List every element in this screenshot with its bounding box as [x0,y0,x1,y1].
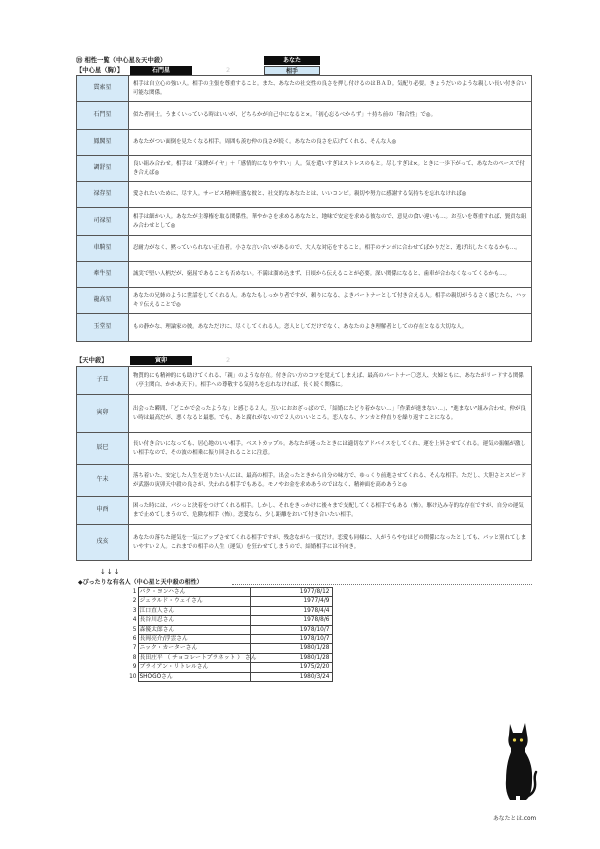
compatibility-description: あなたがつい面倒を見たくなる相手。周囲も羨む仲の良さが続く。あなたの良さを広げてくれる、そんな人◎ [129,130,532,156]
compatibility-description: 相手は細かい人。あなたが主導権を取る関係性。華やかさを求めるあなたと、地味で安定を求める彼なので、意見の食い違いも…。お互いを尊重すれば、賢貢な組み合わせとして◎ [129,208,532,236]
famous-person-row [126,672,332,681]
star-name-cell: 戌亥 [77,525,129,561]
page-number-2: 2 [226,356,231,364]
star-name-cell: 子丑 [77,367,129,395]
selected-tenchusatsu: 寅卯 [130,356,192,365]
star-name-cell: 貫索星 [77,76,129,102]
center-star-row [77,236,532,262]
center-star-row [77,156,532,182]
center-star-row [77,208,532,236]
famous-name: ニック・カーターさん [138,644,250,653]
down-arrows: ↓↓↓ [100,568,121,576]
star-name-cell: 調舒星 [77,156,129,182]
center-star-row [77,130,532,156]
brand-name: あなたとは.com [493,816,537,822]
star-name-cell: 鳳閣星 [77,130,129,156]
famous-number: 4 [132,617,137,624]
star-name-cell: 午未 [77,465,129,497]
compatibility-description: 誠実で堅い人柄だが、窮屈であることも否めない。不満は溜め込まず、日頃から伝えることが必要。深い関係になると、歯車が合わなくなってくるかも…。 [129,262,532,288]
tenchusatsu-row [77,395,532,433]
famous-person-row [126,606,332,615]
tenchusatsu-row [77,433,532,465]
compatibility-description: 落ち着いた、安定した人生を送りたい人には、最高の相手。出会ったときから自分の味方で、ゆっくり前進させてくれる、そんな相手。ただし、大胆さとスピードが武器の寅卯天中殺の良さが、失われる相手でもある。モノやお金を求めあうのではなく、精神面を高めあうと◎ [129,465,532,497]
famous-birthdate: 1980/1/28 [250,653,332,662]
famous-name: パク・ヨンハさん [138,588,250,597]
famous-person-row [126,635,332,644]
famous-name: SHOGOさん [138,672,250,681]
star-name-cell: 石門星 [77,102,129,130]
center-star-row [77,102,532,130]
famous-number: 5 [132,626,137,633]
famous-birthdate: 1977/4/9 [250,597,332,606]
tenchusatsu-row [77,367,532,395]
selected-center-star: 石門星 [130,66,192,75]
star-name-cell: 寅卯 [77,395,129,433]
famous-number: 8 [132,654,137,661]
compatibility-description: もの静かな、理論家の彼。あなただけに、尽くしてくれる人。恋人としてだけでなく、あなたのよき理解者としての存在となる大切な人。 [129,314,532,342]
center-star-section-label: 【中心星（胸）】 [76,67,124,74]
center-star-row [77,76,532,102]
famous-birthdate: 1978/10/7 [250,625,332,634]
famous-number: 6 [132,636,137,643]
star-name-cell: 司禄星 [77,208,129,236]
compatibility-description: 似た者同士。うまくいっている時はいいが、どちらかが自己中になると×。「初心忘るべからず」＋持ち前の「和合性」で◎。 [129,102,532,130]
star-name-cell: 申酉 [77,497,129,525]
star-name-cell: 玉堂星 [77,314,129,342]
famous-number: 9 [132,664,137,671]
compatibility-description: 困った時には、パシっと決着をつけてくれる相手。しかし、それをきっかけに後々まで支配してくる相手でもある（怖）。駆け込み寺的な存在ですが、自分の運気まで止めてしまうので、危険な相手（怖）。恋愛なら、少し距離をおいて付き合いたい相手。 [129,497,532,525]
famous-birthdate: 1978/4/4 [250,606,332,615]
star-name-cell: 辰巳 [77,433,129,465]
center-star-row [77,182,532,208]
compatibility-sheet [76,56,532,682]
compatibility-description: 出会った瞬間、「どこかで会ったような」と感じる２人。互いにおおざっぱので、「結婚にたどり着かない…」「作業が進まない…」、"進まない"組み合わせ。仲が良い時は最高だが、悪くなると最悪。でも、あと腐れがないので２人のいいところ。恋人なら、ケンカと仲直りを繰り返すことになる。 [129,395,532,433]
famous-name: 長岡亮介/浮雲さん [138,635,250,644]
tenchusatsu-row [77,497,532,525]
famous-person-row [126,663,332,672]
famous-number: 2 [132,598,137,605]
famous-birthdate: 1975/2/20 [250,663,332,672]
tenchusatsu-header [76,356,532,366]
tenchusatsu-section-label: 【天中殺】 [76,357,108,364]
famous-name: 森優太郎さん [138,625,250,634]
famous-title: ◆ぴったりな有名人（中心星と天中殺の相性） [78,579,203,586]
partner-label: 相手 [264,66,320,75]
famous-person-row [126,616,332,625]
famous-person-row [126,597,332,606]
famous-person-row [126,644,332,653]
famous-header [76,578,532,587]
tenchusatsu-row [77,465,532,497]
tenchusatsu-table [76,366,532,561]
famous-person-row [126,588,332,597]
compatibility-description: 長い付き合いになっても、居心地のいい相手。ベストカップル。あなたが迷ったときには適切なアドバイスをしてくれ、運を上昇させてくれる。運気の振幅が激しい相手なので、その波の相乗に振り回されることに注意。 [129,433,532,465]
famous-name: 江口直人さん [138,606,250,615]
famous-number: 10 [129,673,137,680]
center-star-header [76,65,532,75]
famous-name: 長田庄平 （ チョコレートプラネット ） さん [139,654,257,661]
center-star-table [76,75,532,342]
compatibility-description: 相手は自立心の強い人。相手の主張を尊重すること。また、あなたの社交性の良さを押し付けるのはＢＡＤ。気配り必要。きょうだいのような親しい長い付き合い可能な関係。 [129,76,532,102]
tenchusatsu-row [77,525,532,561]
black-cat-icon [498,718,538,804]
compatibility-description: 忍耐力がなく、黙っていられない正直者。小さな言い合いがあるので、大人な対応をすること。相手のテンポに合わせてばかりだと、逃げ出したくなるかも…。 [129,236,532,262]
center-star-row [77,262,532,288]
famous-name: ジェラルド・ウェイさん [138,597,250,606]
famous-table [126,587,333,682]
page-number: 2 [226,66,231,74]
famous-birthdate: 1980/3/24 [250,672,332,681]
famous-birthdate: 1980/1/28 [250,644,332,653]
dotted-divider [232,584,532,585]
title-row [76,56,532,65]
compatibility-description: 愛されたいために、尽す人。サービス精神旺盛な彼と、社交的なあなたとは、いいコンビ。親切や努力に感謝する気持ちを忘れなければ◎ [129,182,532,208]
famous-number: 3 [132,607,137,614]
star-name-cell: 龍高星 [77,288,129,314]
famous-birthdate: 1978/8/6 [250,616,332,625]
famous-birthdate: 1978/10/7 [250,635,332,644]
famous-person-row [126,625,332,634]
compatibility-description: あなたの兄姉のように世話をしてくれる人。あなたもしっかり者ですが、頼りになる、よきパートナーとして付き合える人。相手の親切がうるさく感じたら、ハッキリ伝えることで◎ [129,288,532,314]
compatibility-description: 物質的にも精神的にも助けてくれる、「親」のような存在。付き合い方のコツを覚えてしまえば、最高のパートナー〇恋人、夫婦ともに、あなたがリードする関係（亭主関白、かかあ天下）。相手への尊敬する気持ちを忘れなければ、長く続く関係に。 [129,367,532,395]
famous-name: ブライアン・リトレルさん [138,663,250,672]
center-star-row [77,314,532,342]
famous-name: 長谷川忍さん [138,616,250,625]
star-name-cell: 車騎星 [77,236,129,262]
famous-number: 1 [132,589,137,595]
star-name-cell: 禄存星 [77,182,129,208]
you-label: あなた [264,56,320,65]
famous-number: 7 [132,645,137,652]
page-title: ㉟ 相性一覧（中心星＆天中殺） [76,57,167,64]
compatibility-description: あなたの落ちた運気を一気にアップさせてくれる相手ですが、残念ながら一度だけ。恋愛も同様に、人がうらやむほどの関係になったとしても、パッと別れてしまいやすい２人。これまでの相手の人生（運気）を狂わせてしまうので、結婚相手には不向き。 [129,525,532,561]
famous-birthdate: 1977/8/12 [250,588,332,597]
star-name-cell: 牽牛星 [77,262,129,288]
compatibility-description: 良い組み合わせ。相手は「束縛がイヤ」＋「感情的になりやすい」人。気を遣いすぎはストレスのもと。尽しすぎは×。ときに一歩下がって、あなたのペースで付き合えば◎ [129,156,532,182]
center-star-row [77,288,532,314]
famous-person-row [126,653,332,662]
